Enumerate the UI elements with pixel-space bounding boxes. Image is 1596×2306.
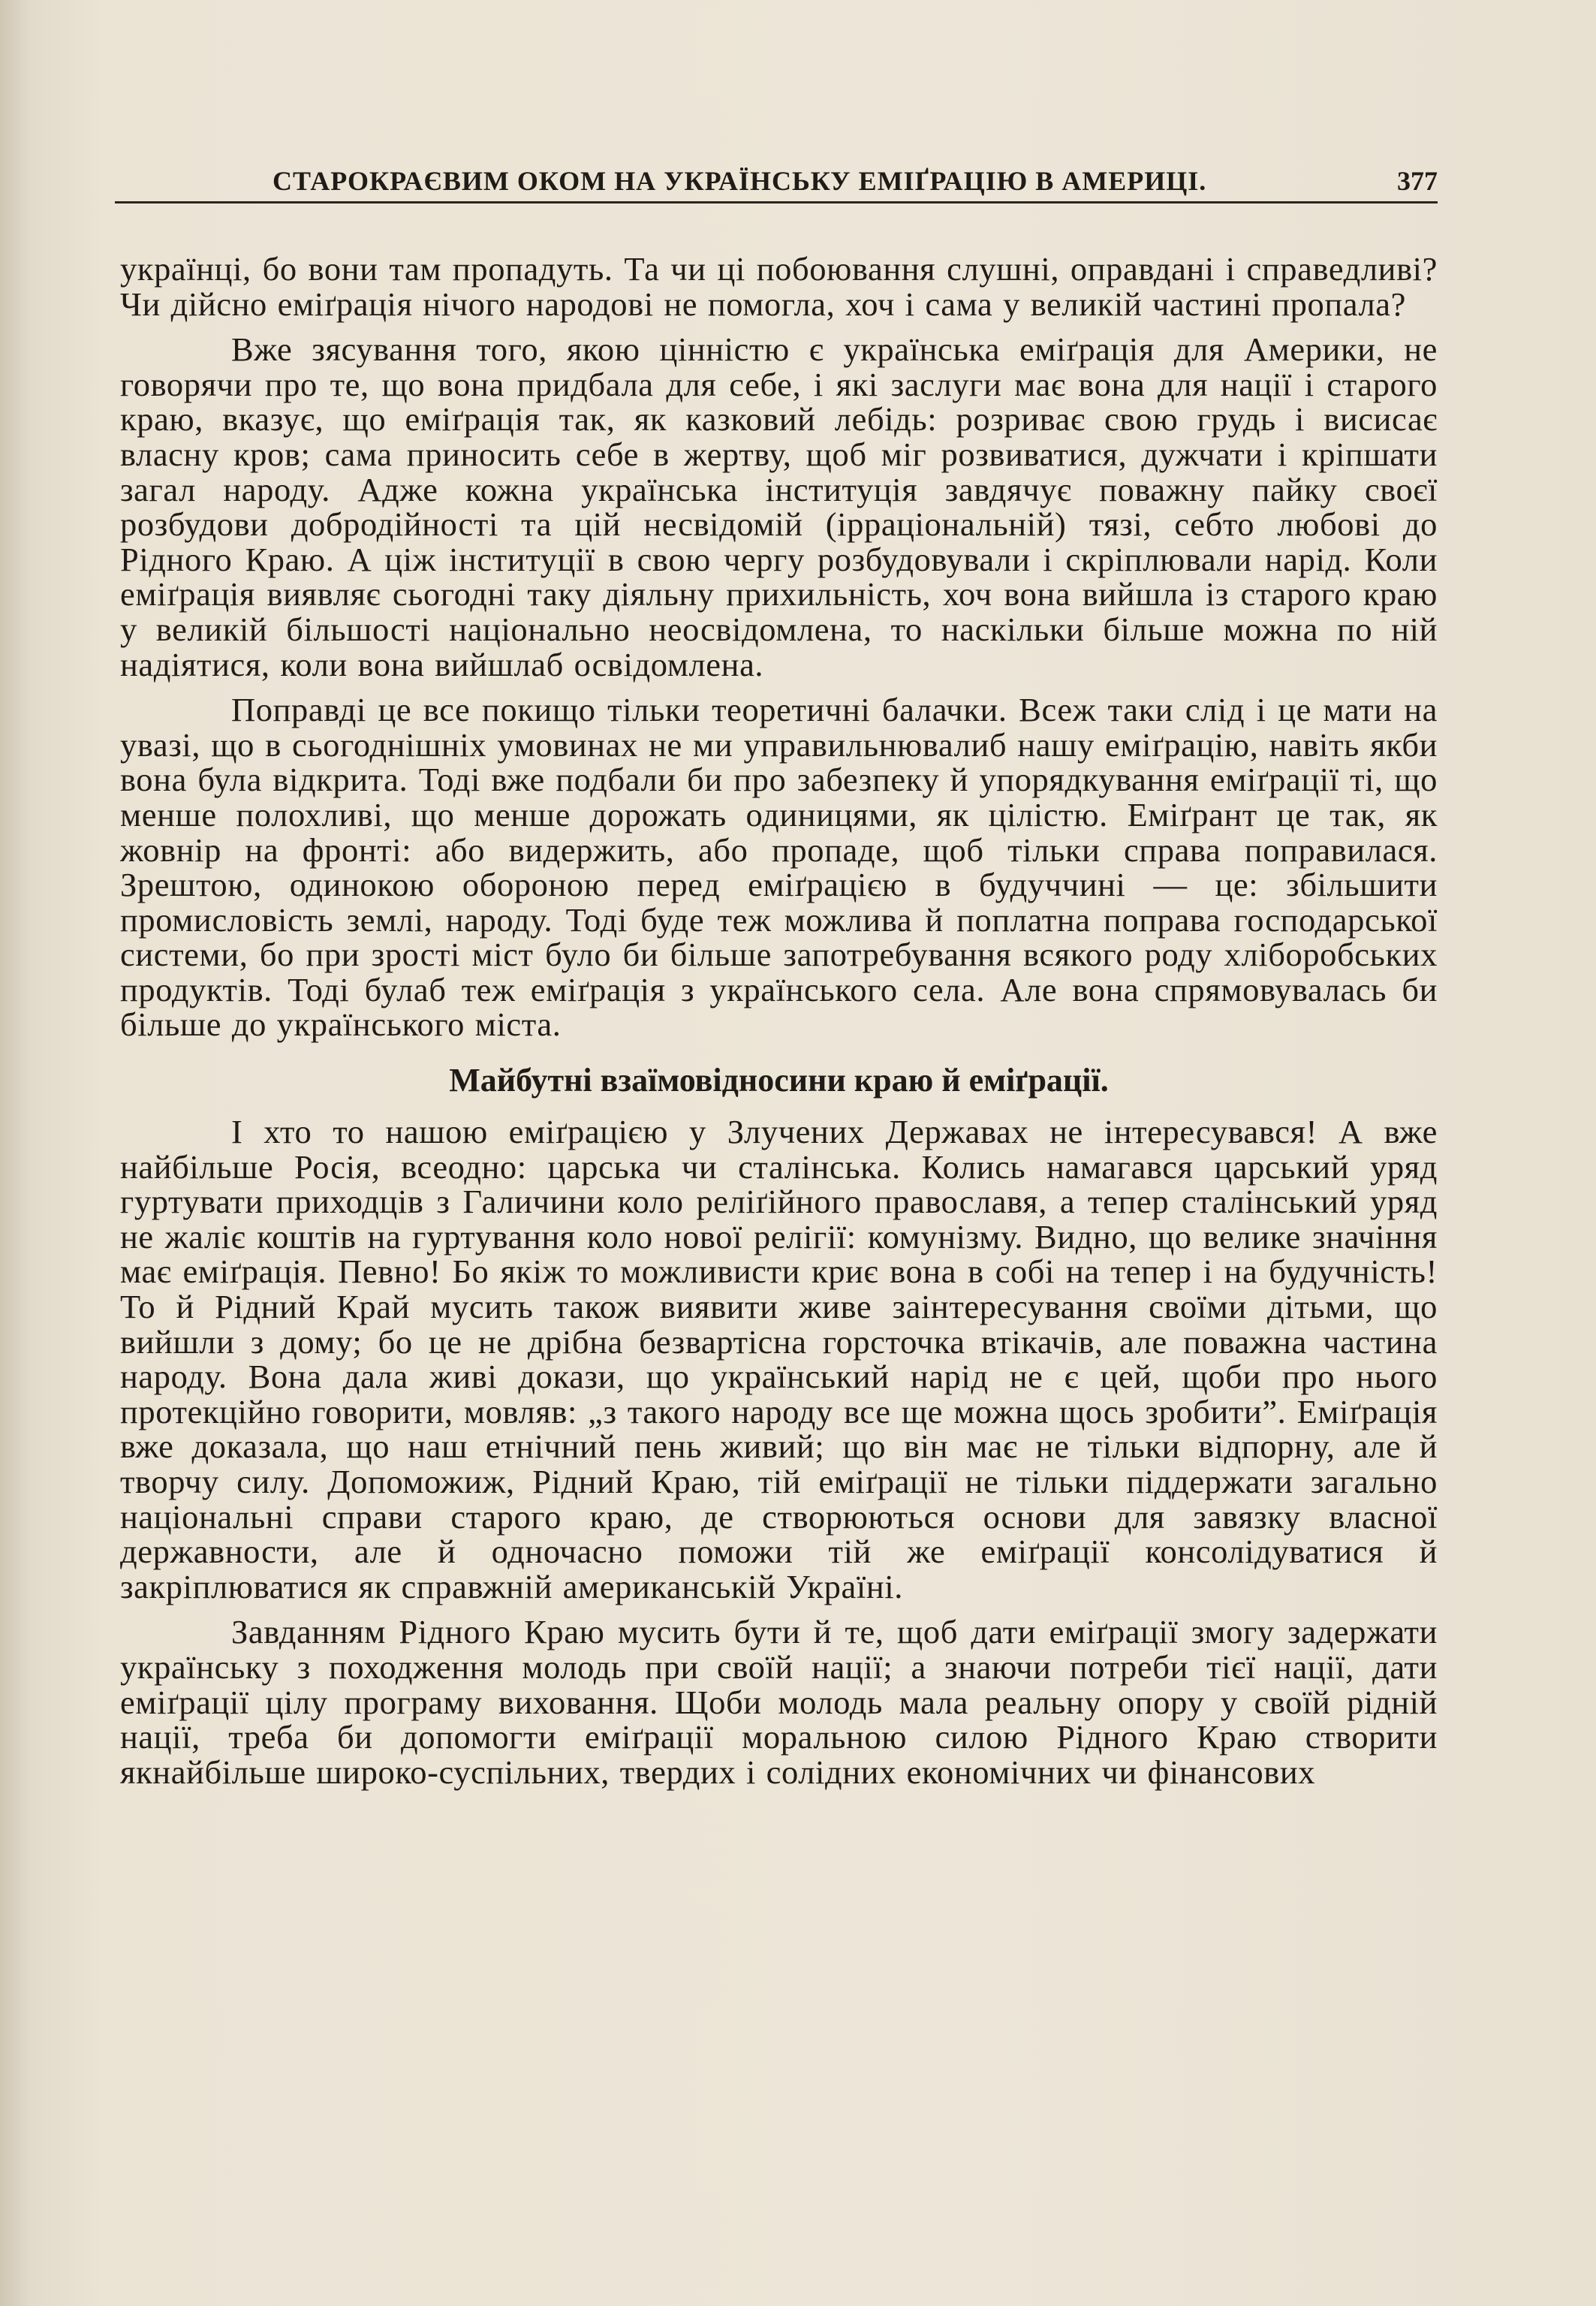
running-header — [115, 156, 1438, 203]
paragraph: Поправді це все покищо тільки теоретичні балачки. Всеж таки слід і це мати на увазі, що в сьогоднішніх умовинах не ми управильнювалиб нашу еміґрацію, навіть якби вона була відкрита. Тоді вже подбали би про забезпеку й упорядкування еміґрації ті, що менше полохливі, що менше дорожать одиницями, як цілістю. Еміґрант це так, як жовнір на фронті: або видержить, або пропаде, щоб тільки справа поправилася. Зрештою, одинокою обороною перед еміґрацією в будуччині — це: збільшити промисловість землі, народу. Тоді буде теж можлива й поплатна поправа господарської системи, бо при зрості міст було би більше запотребування всякого роду хліборобських продуктів. Тоді булаб теж еміґрація з українського села. Але вона спрямовувалась би більше до українського міста. — [120, 691, 1438, 1044]
paragraph-continuation: українці, бо вони там пропадуть. Та чи ці побоювання слушні, оправдані і справедливі? Чи дійсно еміґрація нічого народові не помогла, хоч і сама у великій частині пропала? — [120, 250, 1438, 323]
paragraph: Завданням Рідного Краю мусить бути й те, щоб дати еміґрації змогу задержати українську з походження молодь при своїй нації; а знаючи потреби тієї нації, дати еміґрації цілу програму виховання. Щоби молодь мала реальну опору у своїй рідній нації, треба би допомогти еміґрації моральною силою Рідного Краю створити якнайбільше широко-суспільних, твердих і солідних економічних чи фінансових — [120, 1613, 1438, 1791]
section-heading: Майбутні взаїмовідносини краю й еміґрації. — [449, 1062, 1109, 1099]
body-text — [120, 252, 1438, 1800]
running-title: СТАРОКРАЄВИМ ОКОМ НА УКРАЇНСЬКУ ЕМІҐРАЦІЮ В АМЕРИЦІ. — [273, 166, 1207, 196]
paragraph: І хто то нашою еміґрацією у Злучених Державах не інтересувався! А вже найбільше Росія, всеодно: царська чи сталінська. Колись намагався царський уряд гуртувати приходців з Галичини коло реліґійного православя, а тепер сталінський уряд не жаліє коштів на гуртування коло нової релігії: комунізму. Видно, що велике значіння має еміґрація. Певно! Бо якіж то можливисти криє вона в собі на тепер і на будучність! То й Рідний Край мусить також виявити живе заінтересування своїми дітьми, що вийшли з дому; бо це не дрібна безвартісна горсточка втікачів, але поважна частина народу. Вона дала живі докази, що український нарід не є цей, щоби про нього протекційно говорити, мовляв: „з такого народу все ще можна щось зробити”. Еміґрація вже доказала, що наш етнічний пень живий; що він має не тільки відпорну, але й творчу силу. Допоможиж, Рідний Краю, тій еміґрації не тільки піддержати загально національні справи старого краю, де створюються основи для завязку власної державности, але й одночасно поможи тій же еміґрації консолідуватися й закріплюватися як справжній американській Україні. — [120, 1113, 1438, 1605]
page-number: 377 — [1397, 166, 1438, 196]
paragraph: Вже зясування того, якою цінністю є українська еміґрація для Америки, не говорячи про те, що вона придбала для себе, і які заслуги має вона для нації і старого краю, вказує, що еміґрація так, як казковий лебідь: розриває свою грудь і висисає власну кров; сама приносить себе в жертву, щоб міг розвиватися, дужчати і кріпшати загал народу. Адже кожна українська інституція завдячує поважну пайку своєї розбудови добродійності та цій несвідомій (ірраціональній) тязі, себто любові до Рідного Краю. А ціж інституції в свою чергу розбудовували і скріплювали нарід. Коли еміґрація виявляє сьогодні таку діяльну прихильність, хоч вона вийшла із старого краю у великій більшості національно неосвідомлена, то наскільки більше можна по ній надіятися, коли вона вийшлаб освідомлена. — [120, 330, 1438, 683]
